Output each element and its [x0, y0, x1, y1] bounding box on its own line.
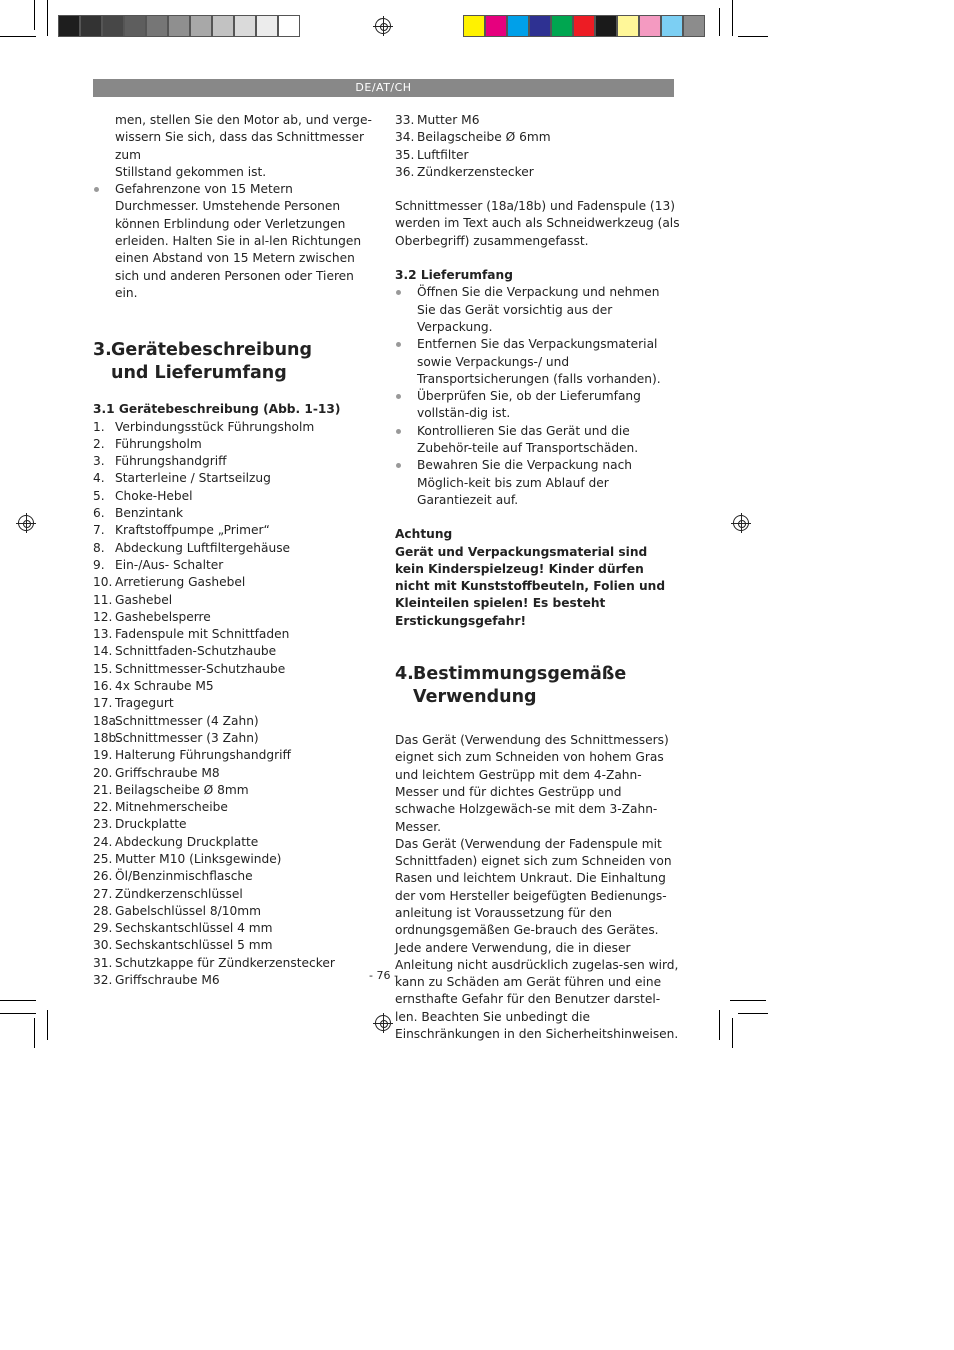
color-swatch	[80, 15, 102, 37]
list-item-number: 11.	[93, 592, 113, 607]
list-item	[93, 419, 373, 436]
list-item-number: 5.	[93, 488, 105, 503]
section-4-title: Bestimmungsgemäße Verwendung	[413, 664, 627, 708]
list-item	[93, 765, 373, 782]
list-item-text: Arretierung Gashebel	[115, 575, 246, 590]
color-swatch	[595, 15, 617, 37]
list-item-text: Mitnehmerscheibe	[115, 800, 228, 815]
list-item-text: Mutter M6	[417, 113, 480, 127]
subsection-3-1-title: 3.1 Gerätebeschreibung (Abb. 1-13)	[93, 402, 341, 417]
color-swatch	[573, 15, 595, 37]
list-item	[93, 695, 373, 712]
list-item-text: Gashebel	[115, 592, 173, 607]
region-label: DE/AT/CH	[355, 81, 412, 94]
list-item	[93, 937, 373, 954]
warning-text: Gerät und Verpackungsmaterial sind kein Kinderspielzeug! Kinder dürfen nicht mit Kunststoffbeuteln, Folien und Kleinteilen spielen! Es besteht Erstickungsgefahr!	[395, 544, 666, 628]
list-item	[395, 129, 680, 146]
list-item-number: 28.	[93, 903, 113, 918]
list-item-number: 22.	[93, 800, 113, 815]
color-swatch	[146, 15, 168, 37]
list-item-text: Zündkerzenschlüssel	[115, 886, 243, 901]
list-item	[93, 799, 373, 816]
list-item-number: 6.	[93, 506, 105, 521]
list-item	[93, 609, 373, 626]
list-item-text: Sechskantschlüssel 4 mm	[115, 921, 273, 936]
list-item-number: 15.	[93, 661, 113, 676]
section-3-title: Gerätebeschreibung und Lieferumfang	[111, 340, 313, 384]
list-item-number: 25.	[93, 851, 113, 866]
list-item	[93, 834, 373, 851]
list-item-text: Sechskantschlüssel 5 mm	[115, 938, 273, 953]
region-banner	[93, 79, 674, 97]
list-item-number: 3.	[93, 454, 105, 469]
list-item-number: 12.	[93, 609, 113, 624]
list-item-number: 35.	[395, 147, 415, 162]
color-swatch	[683, 15, 705, 37]
color-swatch	[507, 15, 529, 37]
parts-list-left	[93, 419, 373, 990]
list-item-text: Zündkerzenstecker	[417, 164, 534, 179]
list-item-text: Griffschraube M8	[115, 765, 220, 780]
list-item-text: Kraftstoffpumpe „Primer“	[115, 523, 270, 538]
section-3-heading	[93, 339, 373, 385]
list-item-number: 7.	[93, 523, 105, 538]
list-item-text: Gabelschlüssel 8/10mm	[115, 903, 261, 918]
list-item-text: Führungshandgriff	[115, 454, 227, 469]
list-item-number: 30.	[93, 938, 113, 953]
section-4-heading	[395, 663, 680, 709]
delivery-bullet: Kontrollieren Sie das Gerät und die Zubehör-teile auf Transportschäden.	[395, 423, 680, 458]
list-item-number: 33.	[395, 113, 415, 127]
list-item-number: 4.	[93, 471, 105, 486]
list-item-number: 21.	[93, 782, 113, 797]
list-item	[93, 436, 373, 453]
list-item	[93, 557, 373, 574]
list-item-number: 17.	[93, 696, 113, 711]
list-item-number: 36.	[395, 164, 415, 179]
list-item-number: 29.	[93, 921, 113, 936]
list-item-text: Fadenspule mit Schnittfaden	[115, 627, 290, 642]
color-swatch	[529, 15, 551, 37]
list-item-text: Tragegurt	[115, 696, 174, 711]
list-item	[93, 903, 373, 920]
list-item-text: Mutter M10 (Linksgewinde)	[115, 851, 282, 866]
list-item	[93, 851, 373, 868]
left-column	[93, 112, 373, 989]
list-item	[93, 522, 373, 539]
color-swatch	[661, 15, 683, 37]
list-item-number: 8.	[93, 540, 105, 555]
section-4-number: 4.	[395, 664, 414, 685]
list-item-number: 13.	[93, 627, 113, 642]
color-swatch	[278, 15, 300, 37]
list-item	[395, 147, 680, 164]
list-item-number: 18a.	[93, 713, 120, 728]
list-item-number: 27.	[93, 886, 113, 901]
list-item-text: Ein-/Aus- Schalter	[115, 557, 224, 572]
list-item-text: Schnittmesser-Schutzhaube	[115, 661, 286, 676]
registration-mark-bottom	[375, 1015, 391, 1031]
color-swatch	[212, 15, 234, 37]
list-item-text: Benzintank	[115, 506, 184, 521]
delivery-bullet: Öffnen Sie die Verpackung und nehmen Sie das Gerät vorsichtig aus der Verpackung.	[395, 284, 680, 336]
color-swatch	[256, 15, 278, 37]
list-item-number: 18b.	[93, 730, 121, 745]
list-item-text: Beilagscheibe Ø 6mm	[417, 130, 551, 145]
registration-mark-left	[18, 515, 34, 531]
color-swatch	[124, 15, 146, 37]
list-item-number: 31.	[93, 955, 113, 970]
delivery-bullet: Überprüfen Sie, ob der Lieferumfang vollstän-dig ist.	[395, 388, 680, 423]
list-item-number: 26.	[93, 869, 113, 884]
registration-mark-top	[375, 18, 391, 34]
section-3-number: 3.	[93, 340, 112, 361]
right-column	[395, 112, 680, 1043]
list-item	[93, 816, 373, 833]
list-item	[395, 112, 680, 129]
list-item-number: 32.	[93, 973, 113, 988]
parts-list-right	[395, 112, 680, 181]
list-item-number: 34.	[395, 130, 415, 145]
list-item-number: 2.	[93, 436, 105, 451]
list-item-text: Druckplatte	[115, 817, 187, 832]
list-item-text: Schnittfaden-Schutzhaube	[115, 644, 277, 659]
list-item	[93, 488, 373, 505]
delivery-bullet: Bewahren Sie die Verpackung nach Möglich-keit bis zum Ablauf der Garantiezeit auf.	[395, 457, 680, 509]
registration-mark-right	[733, 515, 749, 531]
list-item-text: Beilagscheibe Ø 8mm	[115, 782, 249, 797]
subsection-3-2-title: 3.2 Lieferumfang	[395, 268, 513, 283]
list-item-text: Führungsholm	[115, 436, 202, 451]
color-swatch	[463, 15, 485, 37]
list-item-number: 23.	[93, 817, 113, 832]
list-item	[93, 470, 373, 487]
list-item-text: Öl/Benzinmischflasche	[115, 869, 253, 884]
section-4-paragraph-1: Das Gerät (Verwendung des Schnittmessers) eignet sich zum Schneiden von hohem Gras und leichtem Gestrüpp mit dem 4-Zahn-Messer und für dichtes Gestrüpp und schwache Holzgewäch-se mit dem 3-Zahn- Messer.	[395, 733, 669, 834]
list-item-text: Abdeckung Luftfiltergehäuse	[115, 540, 291, 555]
list-item	[93, 540, 373, 557]
color-swatch	[639, 15, 661, 37]
color-swatch	[102, 15, 124, 37]
list-item	[93, 661, 373, 678]
list-item	[93, 782, 373, 799]
list-item-number: 20.	[93, 765, 113, 780]
list-item	[93, 626, 373, 643]
list-item-number: 24.	[93, 834, 113, 849]
list-item	[93, 643, 373, 660]
color-swatch	[485, 15, 507, 37]
list-item	[93, 592, 373, 609]
color-swatch	[551, 15, 573, 37]
list-item-text: Gashebelsperre	[115, 609, 211, 624]
list-item-text: Griffschraube M6	[115, 973, 220, 988]
list-item	[93, 505, 373, 522]
list-item	[93, 713, 373, 730]
color-swatch	[234, 15, 256, 37]
list-item-text: Verbindungsstück Führungsholm	[115, 419, 315, 434]
list-item	[93, 453, 373, 470]
delivery-bullets	[395, 284, 680, 509]
list-item-text: Starterleine / Startseilzug	[115, 471, 271, 486]
list-item-number: 9.	[93, 557, 105, 572]
list-item-number: 1.	[93, 419, 105, 434]
list-item-text: Schnittmesser (4 Zahn)	[115, 713, 259, 728]
page-number: - 76 -	[369, 969, 398, 982]
list-item-text: Schnittmesser (3 Zahn)	[115, 730, 259, 745]
list-item	[93, 920, 373, 937]
color-swatch	[617, 15, 639, 37]
warning-title: Achtung	[395, 527, 453, 542]
list-item-text: Choke-Hebel	[115, 488, 193, 503]
list-item-text: 4x Schraube M5	[115, 679, 214, 694]
list-item-number: 19.	[93, 748, 113, 763]
list-item-text: Schutzkappe für Zündkerzenstecker	[115, 955, 335, 970]
list-item	[93, 747, 373, 764]
bullet-danger-zone: Gefahrenzone von 15 Metern Durchmesser. Umstehende Personen können Erblindung oder Verletzungen erleiden. Halten Sie in al-len Richtungen einen Abstand von 15 Metern zwischen sich und anderen Personen oder Tieren ein.	[93, 181, 373, 302]
delivery-bullet: Entfernen Sie das Verpackungsmaterial sowie Verpackungs-/ und Transportsicherungen (falls vorhanden).	[395, 336, 680, 388]
list-item	[93, 730, 373, 747]
list-item	[93, 868, 373, 885]
intro-bullet-continuation: men, stellen Sie den Motor ab, und verge- wissern Sie sich, dass das Schnittmesser zum Stillstand gekommen ist.	[115, 113, 372, 179]
list-item	[93, 678, 373, 695]
cutting-tool-note: Schnittmesser (18a/18b) und Fadenspule (13) werden im Text auch als Schneidwerkzeug (als Oberbegriff) zusammengefasst.	[395, 199, 680, 248]
list-item-text: Luftfilter	[417, 147, 469, 162]
color-swatch	[58, 15, 80, 37]
list-item-number: 10.	[93, 575, 113, 590]
list-item-text: Halterung Führungshandgriff	[115, 748, 291, 763]
section-4-paragraph-2: Das Gerät (Verwendung der Fadenspule mit Schnittfaden) eignet sich zum Schneiden von Rasen und leichtem Unkraut. Die Einhaltung der vom Hersteller beigefügten Bedienungs-anleitung ist Voraussetzung für den ordnungsgemäßen Ge-brauch des Gerätes. Jede andere Verwendung, die in dieser Anleitung nicht ausdrücklich zugelas-sen wird, kann zu Schäden am Gerät führen und eine ernsthafte Gefahr für den Benutzer darstel-len. Beachten Sie unbedingt die Einschränkungen in den Sicherheitshinweisen.	[395, 836, 679, 1042]
list-item	[93, 886, 373, 903]
color-swatch	[168, 15, 190, 37]
list-item	[93, 574, 373, 591]
list-item-number: 16.	[93, 679, 113, 694]
list-item-text: Abdeckung Druckplatte	[115, 834, 259, 849]
list-item-number: 14.	[93, 644, 113, 659]
color-swatch	[190, 15, 212, 37]
list-item	[395, 164, 680, 181]
